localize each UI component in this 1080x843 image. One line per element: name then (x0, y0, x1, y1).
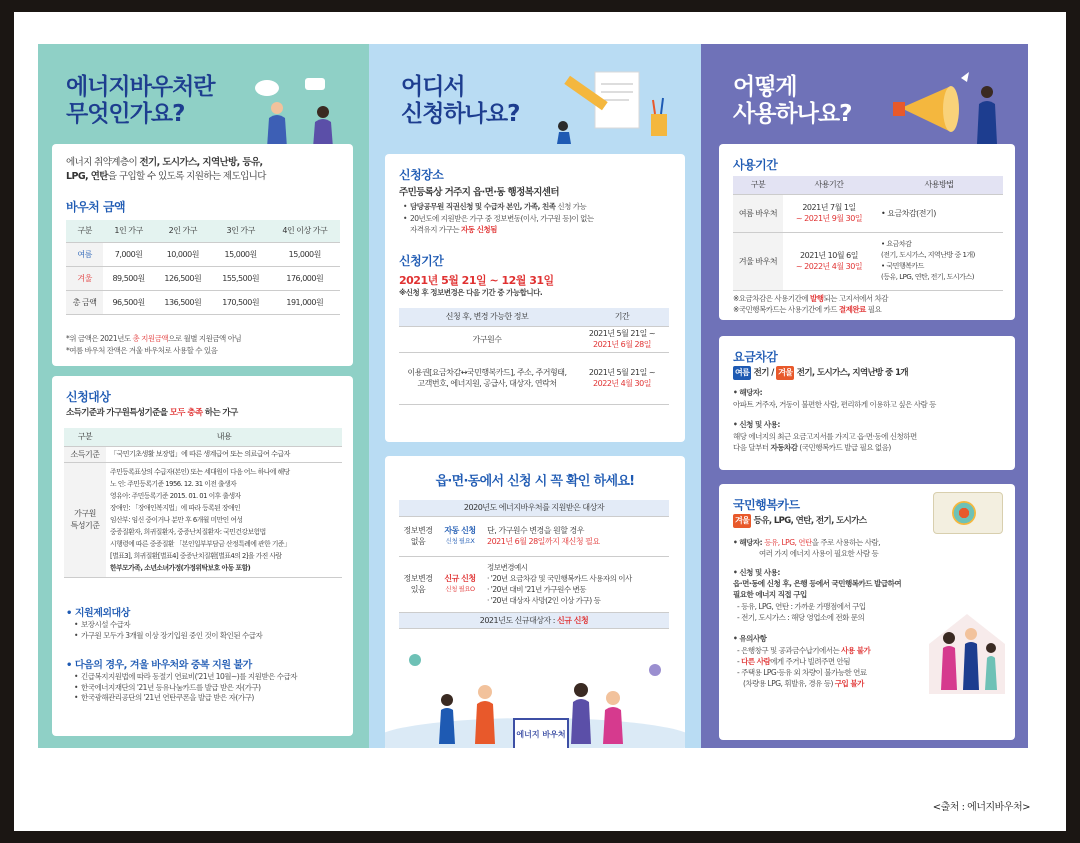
check-r2-line: · '20년 대상자 사망(2인 이상 가구) 등 (487, 596, 601, 605)
intro-text (66, 156, 346, 184)
amount-cell: 15,000원 (212, 242, 270, 266)
label-line: 정보변경 (403, 574, 433, 583)
summer-badge: 여름 (733, 366, 751, 380)
label-line: 없음 (410, 537, 426, 546)
check-section-title: 읍·면·동에서 신청 시 꼭 확인 하세요! (435, 474, 635, 489)
intro-part: 전기, 도시가스, 지역난방, 등유, (139, 157, 263, 168)
change-period (575, 326, 669, 352)
title-line: 신청하나요? (401, 101, 520, 127)
place-bullet-1 (403, 202, 675, 213)
apply-info-card (385, 154, 685, 442)
amount-cell: 89,500원 (103, 266, 154, 290)
fee-apply-text: 해당 에너지의 최근 요금고지서를 가지고 읍·면·동에 신청하면 (733, 432, 917, 441)
apply-part: 다음 달부터 (733, 443, 771, 452)
title-line: 에너지바우처란 (66, 74, 215, 100)
text-line: 2021년 6월 28일까지 재신청 필요 (487, 537, 600, 546)
fee-target-label: • 해당자: (733, 388, 763, 397)
amount-header-cell: 4인 이상 가구 (270, 220, 340, 242)
period-from: 2021년 5월 21일 ~ (588, 329, 656, 338)
check-r1-mid (437, 516, 483, 556)
period-line: 2021년 10월 6일 (800, 251, 858, 260)
pencil-document-illustration (549, 66, 689, 146)
mid-line: 자동 신청 (444, 526, 476, 535)
label-line: 있음 (410, 585, 426, 594)
fee-line-part: 전기 / (751, 368, 777, 378)
period-note: ※신청 후 정보변경은 다음 기간 중 가능합니다. (399, 288, 543, 297)
caution-line-2 (737, 657, 850, 668)
check-r1-label (399, 516, 437, 556)
usage-table (733, 176, 1003, 291)
duplicate-list (74, 672, 346, 704)
check-row-changed (399, 556, 669, 612)
card-energy-line (733, 514, 867, 528)
caution-part: - (737, 657, 742, 666)
winter-period (783, 232, 875, 290)
check-r2-line: · '20년 대비 '21년 가구원수 변동 (487, 585, 586, 594)
amount-cell: 155,500원 (212, 266, 270, 290)
card-section-title: 국민행복카드 (733, 498, 800, 512)
target-part: 을 주로 사용하는 사람, (811, 538, 881, 547)
target-part: 등유, LPG, 연탄 (764, 538, 812, 547)
voucher-sign: 에너지 바우처 (513, 718, 569, 748)
check-row-no-change (399, 516, 669, 556)
fee-section-title: 요금차감 (733, 350, 778, 364)
member-criteria-line: 한부모가족, 소년소녀가정(가정위탁보호 아동 포함) (110, 563, 251, 572)
check-card (385, 456, 685, 748)
target-part: 여러 가지 에너지 사용이 필요한 사람 등 (759, 548, 879, 558)
fee-line-part: 전기, 도시가스, 지역난방 중 1개 (794, 368, 909, 378)
mid-line: 신청 필요X (445, 537, 475, 545)
target-header-cell: 내용 (106, 428, 342, 446)
caution-part: 사용 불가 (841, 646, 871, 655)
intro-part: LPG, 연탄 (66, 171, 108, 182)
note-part: ※국민행복카드는 사용기간에 카드 (733, 305, 839, 314)
card-target (733, 538, 933, 559)
title-line: 어디서 (401, 74, 465, 100)
winter-method-line: • 국민행복카드 (881, 262, 924, 270)
note-part: 으로 월별 지원금액 아님 (168, 334, 242, 343)
happy-card-card (719, 484, 1015, 740)
amount-cell: 136,500원 (154, 290, 212, 314)
card-apply-line: - 전기, 도시가스 : 해당 영업소에 전화 문의 (737, 613, 865, 622)
amount-cell: 191,000원 (270, 290, 340, 314)
fee-target-text: 아파트 거주자, 거동이 불편한 사람, 편리하게 이용하고 싶은 사람 등 (733, 400, 936, 409)
change-table-header (399, 308, 669, 326)
target-card (52, 376, 353, 736)
source-caption: <출처 : 에너지바우처> (932, 802, 1030, 813)
exclusion-item: • 보장시설 수급자 (74, 620, 346, 631)
change-row (399, 326, 669, 352)
check-r2-line: · '20년 요금차감 및 국민행복카드 사용자의 이사 (487, 574, 632, 583)
amount-row-label: 총 금액 (66, 290, 103, 314)
note-part: 발행 (810, 294, 824, 303)
member-criteria-line: 임산부: 임신 중이거나 분만 후 6개월 미만인 여성 (110, 515, 243, 524)
card-apply-line: 읍·면·동에 신청 후, 은행 등에서 국민행복카드 발급하여 (733, 579, 902, 588)
duplicate-item: • 긴급복지지원법에 따라 동절기 연료비('21년 10월~)를 지원받은 수급자 (74, 672, 346, 683)
exclusion-title-text: 지원제외대상 (74, 608, 130, 619)
caution-part: 에게 주거나 빌려주면 안됨 (770, 657, 851, 666)
card-apply-line: 필요한 에너지 직접 구입 (733, 590, 807, 599)
amount-cell: 176,000원 (270, 266, 340, 290)
card-logo (952, 501, 976, 525)
usage-note-2 (733, 305, 881, 316)
income-row (64, 446, 342, 462)
target-header-cell: 구분 (64, 428, 106, 446)
caution-part: 구입 불가 (834, 679, 864, 688)
income-label: 소득기준 (64, 446, 106, 462)
check-table-head: 2020년도 에너지바우처를 지원받은 대상자 (399, 500, 669, 516)
check-r1-text (483, 516, 669, 556)
title-line: 사용하나요? (733, 101, 852, 127)
amount-table-header (66, 220, 340, 242)
winter-method (875, 232, 1003, 290)
change-header-cell: 기간 (575, 308, 669, 326)
bullet-part: 담당공무원 직권신청 및 수급자 본인, 가족, 친족 (410, 202, 556, 211)
duplicate-title: • 다음의 경우, 겨울 바우처와 중복 지원 불가 (66, 660, 252, 671)
caution-line-4 (743, 679, 864, 690)
bullet-part: 자동 신청됨 (460, 224, 497, 234)
check-table (399, 500, 669, 629)
title-line: 무엇인가요? (66, 101, 185, 127)
check-r2-line: 정보변경예시 (487, 563, 528, 572)
exclusion-list (74, 620, 346, 641)
panel1-title (66, 74, 215, 128)
period-from: 2021년 5월 21일 ~ (588, 368, 656, 377)
period-line: 2021년 7월 1일 (802, 203, 856, 212)
bullet-part: 신청 가능 (555, 202, 587, 211)
note-part: ※요금차감은 사용기간에 (733, 294, 811, 303)
check-table-footer (399, 612, 669, 628)
amount-row (66, 242, 340, 266)
amount-row-label: 여름 (66, 242, 103, 266)
panel-what-is-voucher (38, 44, 369, 748)
period-line: ~ 2022년 4월 30일 (795, 262, 863, 271)
caution-part: 다른 사람 (741, 657, 771, 666)
winter-badge: 겨울 (776, 366, 794, 380)
fee-apply-text-2 (733, 443, 891, 454)
change-header-cell: 신청 후, 변경 가능한 정보 (399, 308, 575, 326)
winter-method-line: • 요금차감 (881, 240, 912, 248)
change-info: 이용권[요금차감↔국민행복카드], 주소, 주거형태, 고객번호, 에너지원, 공급사, 대상자, 연락처 (399, 352, 575, 404)
usage-summer-row (733, 194, 1003, 232)
period-to: 2022년 4월 30일 (593, 379, 651, 388)
winter-method-line: (전기, 도시가스, 지역난방 중 1개) (881, 251, 975, 259)
intro-part: 에너지 취약계층이 (66, 157, 140, 168)
note-part: 결제완료 (838, 305, 866, 314)
target-part: • 해당자: (733, 538, 765, 547)
check-footer (399, 612, 669, 628)
amount-cell: 170,500원 (212, 290, 270, 314)
fee-energy-line (733, 366, 908, 380)
amount-row-label: 겨울 (66, 266, 103, 290)
brochure (38, 44, 1028, 748)
income-text: 「국민기초생활 보장법」에 따른 생계급여 또는 의료급여 수급자 (106, 446, 342, 462)
place-bullet-2 (403, 214, 675, 235)
usage-period-card (719, 144, 1015, 320)
note-part: 총 지원금액 (132, 334, 169, 343)
caution-label: • 유의사항 (733, 634, 767, 643)
change-table-body (399, 326, 669, 404)
amount-cell: 7,000원 (103, 242, 154, 266)
caution-line-3: - 주택용 LPG·등유 외 차량이 불가능한 연료 (737, 668, 867, 677)
member-criteria-line: 주민등록표상의 수급자(본인) 또는 세대원이 다음 어느 하나에 해당 (110, 467, 290, 476)
amount-header-cell: 2인 가구 (154, 220, 212, 242)
member-criteria-line: [별표3], 희귀질환[별표4] 중증난치질환[별표4의 2]을 가진 사람 (110, 551, 282, 560)
member-criteria-line: 영유아: 주민등록기준 2015. 01. 01 이후 출생자 (110, 491, 241, 500)
member-criteria-line: 중증질환자, 희귀질환자, 중증난치질환자: 국민건강보험법 (110, 527, 266, 536)
check-r2-mid (437, 556, 483, 612)
panel-where-apply (369, 44, 701, 748)
usage-header-cell: 사용방법 (875, 176, 1003, 194)
amount-header-cell: 구분 (66, 220, 103, 242)
duplicate-title-text: 다음의 경우, 겨울 바우처와 중복 지원 불가 (74, 660, 252, 671)
title-line: 어떻게 (733, 74, 797, 100)
amount-note-1 (66, 334, 241, 345)
place-section-title: 신청장소 (399, 168, 444, 182)
check-r2-label (399, 556, 437, 612)
footer-part: 2021년도 신규대상자 : (479, 615, 558, 625)
caution-line-1 (737, 646, 870, 657)
member-label-line: 가구원 (74, 508, 96, 518)
target-section-title: 신청대상 (66, 390, 111, 404)
amount-row (66, 290, 340, 314)
bullet-part: 20년도에 지원받은 가구 중 정보변동(이사, 가구원 등)이 없는 (410, 214, 594, 223)
note-part: *위 금액은 2021년도 (66, 334, 133, 343)
usage-header-cell: 구분 (733, 176, 783, 194)
megaphone-illustration (891, 68, 1021, 148)
winter-badge: 겨울 (733, 514, 751, 528)
target-table-header (64, 428, 342, 446)
summer-method: • 요금차감(전기) (875, 194, 1003, 232)
check-table-header (399, 500, 669, 516)
member-label (64, 462, 106, 577)
period-main: 2021년 5월 21일 ~ 12월 31일 (399, 274, 554, 287)
amount-cell: 96,500원 (103, 290, 154, 314)
usage-table-header (733, 176, 1003, 194)
amount-header-cell: 3인 가구 (212, 220, 270, 242)
note-part: 필요 (865, 305, 882, 314)
usage-winter-row (733, 232, 1003, 290)
amount-table-body (66, 242, 340, 314)
member-criteria-line: 노 인: 주민등록기준 1956. 12. 31 이전 출생자 (110, 479, 237, 488)
place-main: 주민등록상 거주지 읍·면·동 행정복지센터 (399, 187, 559, 198)
mid-line: 신규 신청 (444, 574, 476, 583)
member-criteria-line: 시행령에 따른 중증질환 「본인일부부담금 산정특례에 관한 기준」 (110, 539, 291, 548)
usage-section-title: 사용기간 (733, 158, 778, 172)
summer-label: 여름 바우처 (733, 194, 783, 232)
fee-deduct-card (719, 336, 1015, 470)
page-frame (14, 12, 1066, 831)
duplicate-item: • 한국광해관리공단의 '21년 연탄쿠폰을 발급 받은 자(가구) (74, 693, 346, 704)
mid-line: 신청 필요O (445, 585, 475, 593)
check-r2-text (483, 556, 669, 612)
change-info: 가구원수 (399, 326, 575, 352)
summer-period (783, 194, 875, 232)
amount-row (66, 266, 340, 290)
amount-cell: 126,500원 (154, 266, 212, 290)
target-table (64, 428, 342, 578)
member-criteria (106, 462, 342, 577)
amount-section-title: 바우처 금액 (66, 200, 126, 214)
period-to: 2021년 6월 28일 (593, 340, 651, 349)
member-row (64, 462, 342, 577)
panel-how-to-use (701, 44, 1028, 748)
winter-label: 겨울 바우처 (733, 232, 783, 290)
panel2-title (401, 74, 519, 128)
amount-cell: 15,000원 (270, 242, 340, 266)
card-apply-label: • 신청 및 사용: (733, 568, 780, 577)
label-line: 정보변경 (403, 526, 433, 535)
usage-header-cell: 사용기간 (783, 176, 875, 194)
voucher-intro-card (52, 144, 353, 366)
footer-part: 신규 신청 (557, 615, 589, 625)
amount-note-2: *여름 바우처 잔액은 겨울 바우처로 사용할 수 있음 (66, 346, 218, 355)
bullet-part: 자격유지 가구는 (410, 224, 461, 234)
exclusion-item: • 가구원 모두가 3개월 이상 장기입원 중인 것이 확인된 수급자 (74, 631, 346, 642)
caution-part: (차량용 LPG, 휘발유, 경유 등) (743, 679, 835, 688)
apply-part: (국민행복카드 발급 필요 없음) (797, 443, 891, 452)
winter-method-line: (등유, LPG, 연탄, 전기, 도시가스) (881, 273, 974, 281)
exclusion-title: • 지원제외대상 (66, 608, 130, 619)
people-chat-illustration (243, 70, 353, 150)
member-criteria-line: 장애인: 「장애인복지법」에 따라 등록된 장애인 (110, 503, 241, 512)
apply-part: 자동차감 (770, 443, 798, 452)
usage-note-1 (733, 294, 888, 305)
subtitle-part: 하는 가구 (202, 408, 238, 418)
note-part: 되는 고지서에서 차감 (823, 294, 888, 303)
target-subtitle (66, 406, 238, 420)
period-section-title: 신청기간 (399, 254, 444, 268)
duplicate-item: • 한국에너지재단의 '21년 등유나눔카드를 발급 받은 자(가구) (74, 683, 346, 694)
card-apply-line: - 등유, LPG, 연탄 : 가까운 가맹점에서 구입 (737, 602, 866, 611)
amount-table (66, 220, 340, 315)
subtitle-part: 소득기준과 가구원특성기준을 (66, 408, 170, 418)
change-period (575, 352, 669, 404)
amount-cell: 10,000원 (154, 242, 212, 266)
amount-header-cell: 1인 가구 (103, 220, 154, 242)
change-table (399, 308, 669, 405)
caution-part: - 은행창구 및 공과금수납기에서는 (737, 646, 842, 655)
intro-part: 을 구입할 수 있도록 지원하는 제도입니다 (107, 171, 266, 182)
card-line-part: 등유, LPG, 연탄, 전기, 도시가스 (751, 516, 867, 526)
fee-apply-label: • 신청 및 사용: (733, 420, 780, 429)
happy-card-image (933, 492, 1003, 534)
change-row (399, 352, 669, 404)
family-illustration (919, 604, 1015, 694)
member-label-line: 특성기준 (70, 520, 100, 530)
text-line: 단, 가구원수 변경을 원할 경우 (487, 526, 584, 535)
subtitle-part: 모두 충족 (169, 408, 203, 418)
panel3-title (733, 74, 851, 128)
period-line: ~ 2021년 9월 30일 (795, 214, 863, 223)
